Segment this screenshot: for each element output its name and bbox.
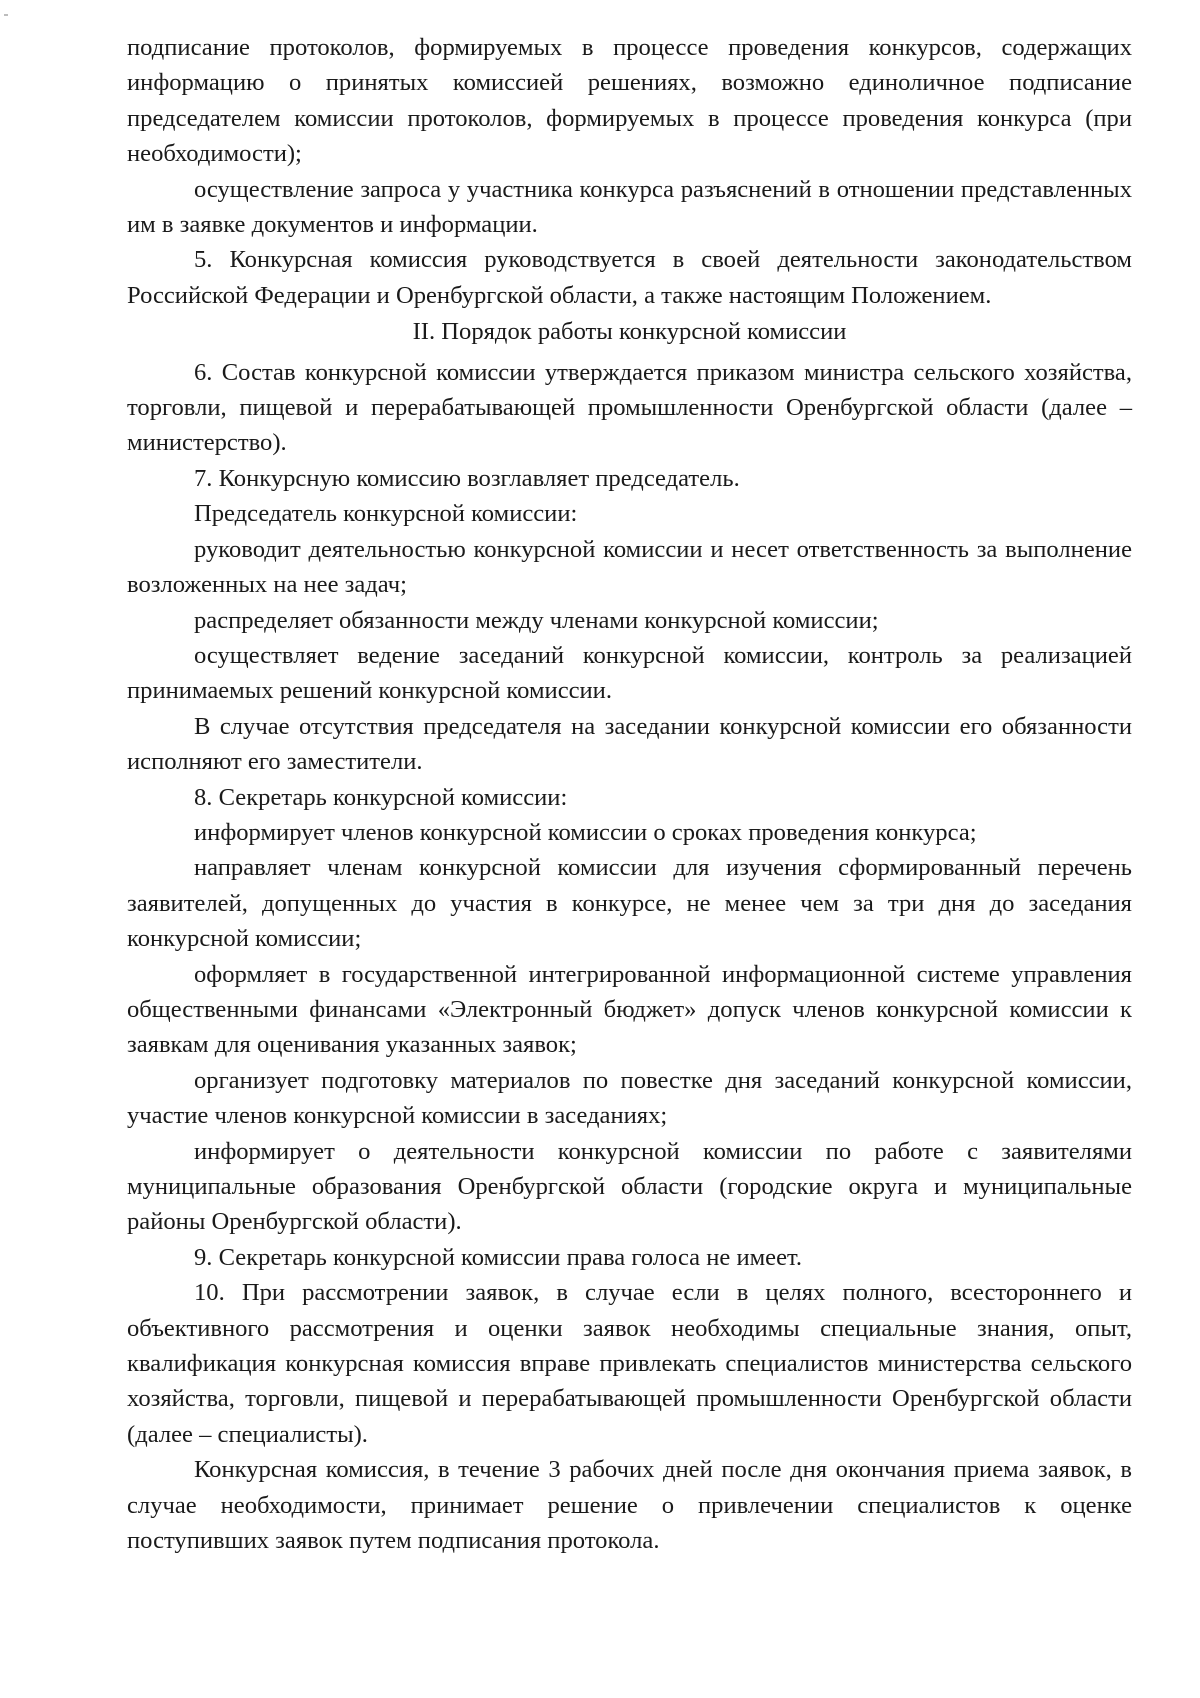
paragraph-secretary-duty-2: направляет членам конкурсной комиссии для изучения сформированный перечень заявителей, допущенных до участия в конкурсе, не менее чем за три дня до заседания конкурсной комиссии; [127, 854, 1132, 953]
paragraph-item-6: 6. Состав конкурсной комиссии утверждается приказом министра сельского хозяйства, торговли, пищевой и перерабатывающей промышленности Оренбургской области (далее – министерство). [127, 358, 1132, 457]
paragraph-secretary-duty-5: информирует о деятельности конкурсной комиссии по работе с заявителями муниципальные образования Оренбургской области (городские округа и муниципальные районы Оренбургской области). [127, 1137, 1132, 1236]
paragraph-specialists-decision: Конкурсная комиссия, в течение 3 рабочих дней после дня окончания приема заявок, в случае необходимости, принимает решение о привлечении специалистов к оценке поступивших заявок путем подписания протокола. [127, 1456, 1132, 1555]
section-heading: II. Порядок работы конкурсной комиссии [412, 318, 847, 346]
paragraph-item-10: 10. При рассмотрении заявок, в случае если в целях полного, всестороннего и объективного рассмотрения и оценки заявок необходимы специальные знания, опыт, квалификация конкурсная комиссия вправе привлекать специалистов министерства сельского хозяйства, торговли, пищевой и перерабатывающей промышленности Оренбургской области (далее – специалисты). [127, 1279, 1132, 1448]
paragraph-item-5: 5. Конкурсная комиссия руководствуется в своей деятельности законодательством Российской Федерации и Оренбургской области, а также настоящим Положением. [127, 246, 1132, 309]
paragraph-secretary-duty-1: информирует членов конкурсной комиссии о сроках проведения конкурса; [194, 818, 977, 846]
paragraph-clarification-request: осуществление запроса у участника конкурса разъяснений в отношении представленных им в заявке документов и информации. [127, 175, 1132, 239]
paragraph-chairman-duty-1: руководит деятельностью конкурсной комиссии и несет ответственность за выполнение возложенных на нее задач; [127, 535, 1132, 599]
scan-mark [4, 14, 8, 16]
paragraph-item-7: 7. Конкурсную комиссию возглавляет председатель. [194, 464, 740, 492]
paragraph-secretary-duty-4: организует подготовку материалов по повестке дня заседаний конкурсной комиссии, участие членов конкурсной комиссии в заседаниях; [127, 1066, 1132, 1130]
paragraph-chairman-duty-3: осуществляет ведение заседаний конкурсной комиссии, контроль за реализацией принимаемых решений конкурсной комиссии. [127, 641, 1132, 705]
paragraph-chairman-intro: Председатель конкурсной комиссии: [194, 500, 578, 528]
paragraph-chairman-absence: В случае отсутствия председателя на заседании конкурсной комиссии его обязанности исполняют его заместители. [127, 712, 1132, 776]
paragraph-protocol-signing: подписание протоколов, формируемых в процессе проведения конкурсов, содержащих информацию о принятых комиссией решениях, возможно единоличное подписание председателем комиссии протоколов, формируемых в процессе проведения конкурса (при необходимости); [127, 34, 1132, 168]
paragraph-chairman-duty-2: распределяет обязанности между членами конкурсной комиссии; [194, 606, 879, 634]
paragraph-secretary-duty-3: оформляет в государственной интегрированной информационной системе управления общественными финансами «Электронный бюджет» допуск членов конкурсной комиссии к заявкам для оценивания указанных заявок; [127, 960, 1132, 1059]
paragraph-item-9: 9. Секретарь конкурсной комиссии права голоса не имеет. [194, 1243, 803, 1271]
paragraph-item-8: 8. Секретарь конкурсной комиссии: [194, 783, 568, 811]
